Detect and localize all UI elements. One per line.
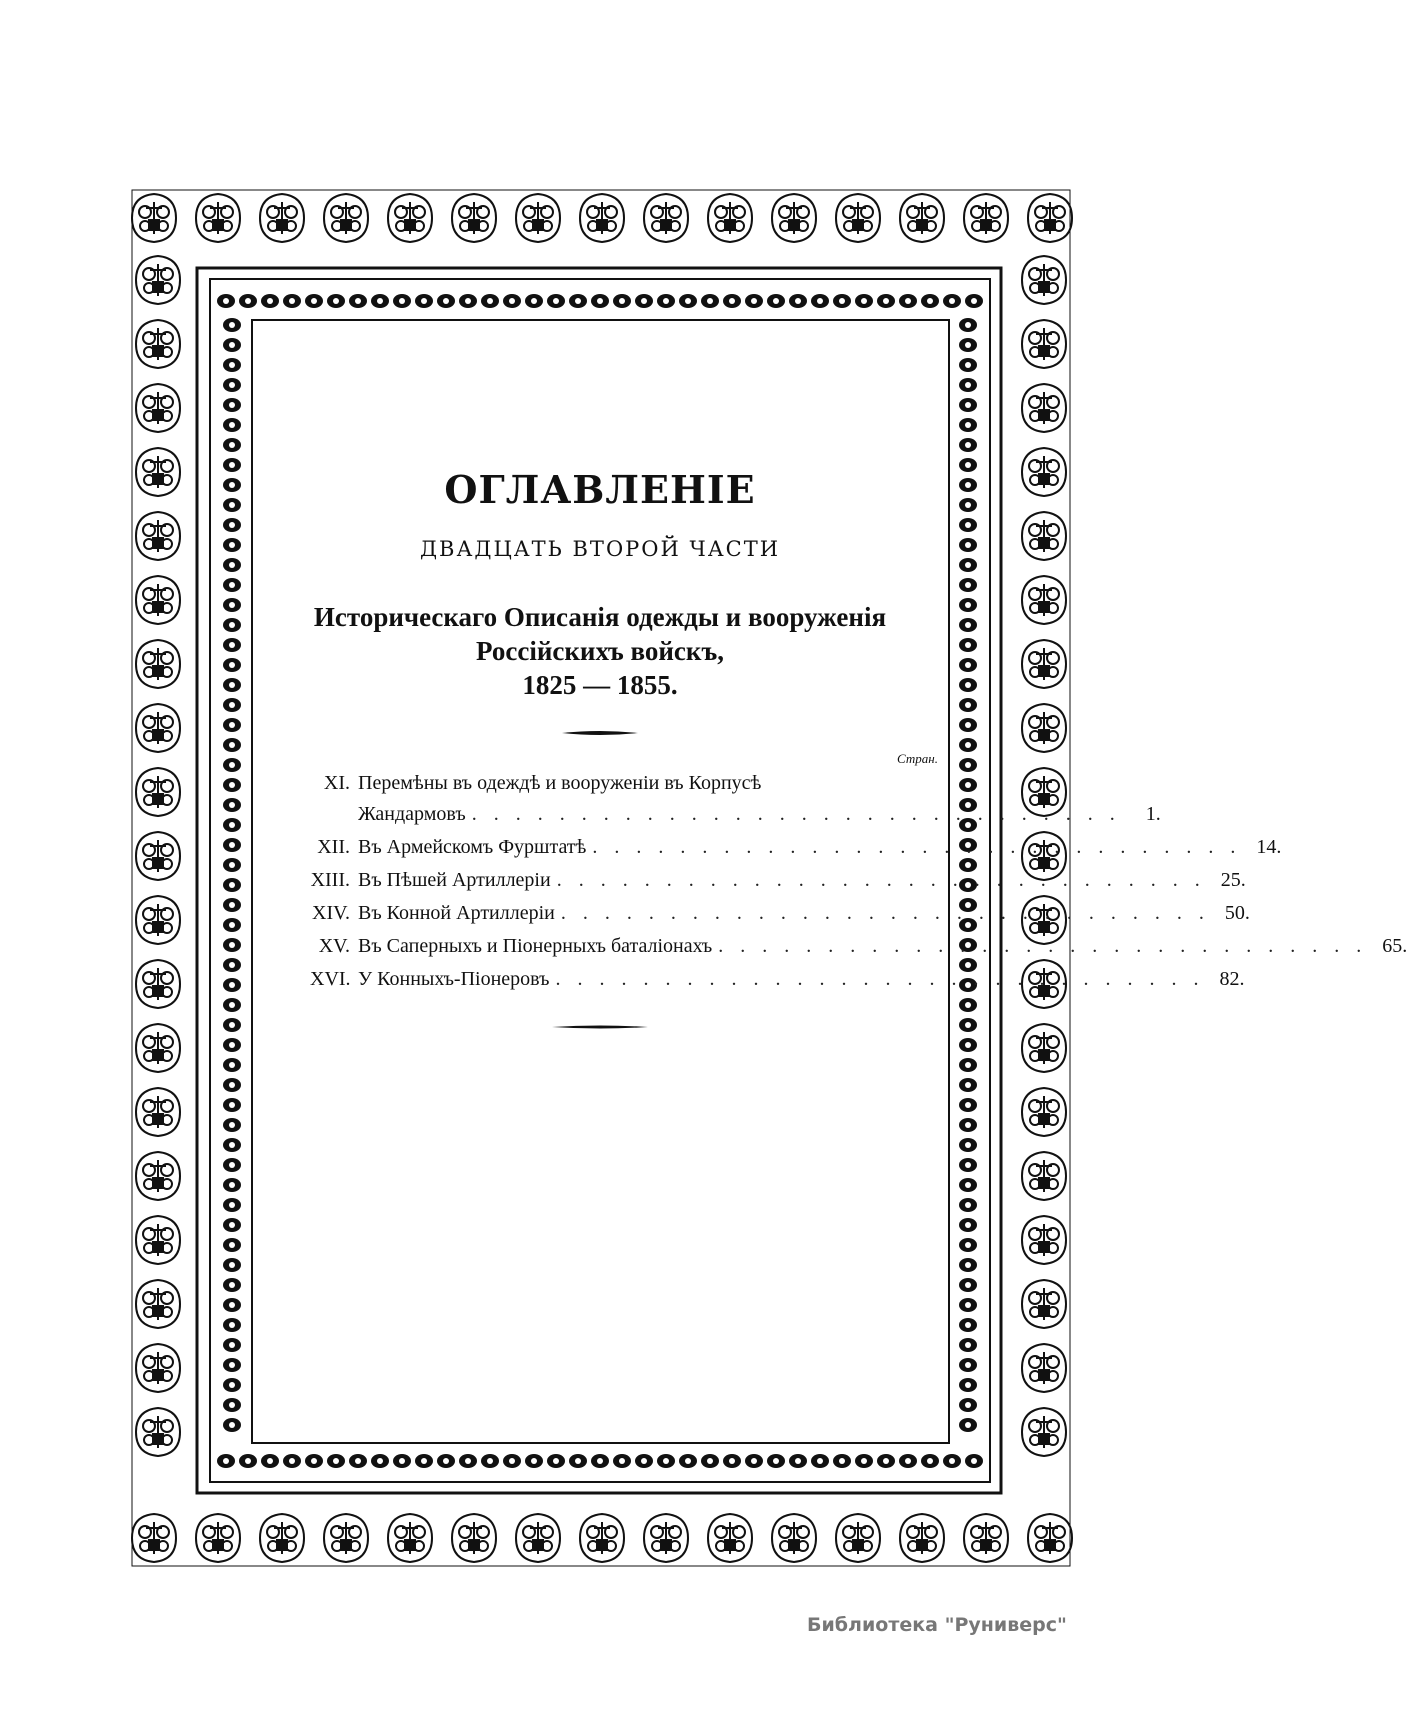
lattice-motif	[136, 1408, 180, 1456]
library-watermark: Библиотека "Руниверс"	[807, 1614, 1067, 1636]
toc-entry[interactable]	[310, 897, 1250, 930]
lattice-motif	[1028, 194, 1072, 242]
lattice-motif	[136, 1344, 180, 1392]
lattice-motif	[1022, 1024, 1066, 1072]
lattice-motif	[452, 194, 496, 242]
lattice-motif	[1022, 1088, 1066, 1136]
lattice-motif	[1022, 1216, 1066, 1264]
lattice-motif	[1022, 320, 1066, 368]
entry-title: Въ Армейскомъ Фурштатѣ	[358, 836, 587, 858]
entry-page: 65.	[1382, 935, 1407, 957]
lattice-motif	[136, 448, 180, 496]
dot-leader: . . . . . . . . . . . . . . . . . . . . . . . . . . . . . .	[555, 968, 1205, 990]
lattice-motif	[836, 194, 880, 242]
heading-line-1: Историческаго Описанія одежды и вооруженія	[313, 602, 887, 632]
lattice-motif	[324, 194, 368, 242]
toc-entry[interactable]	[310, 963, 1245, 996]
lattice-motif	[136, 1024, 180, 1072]
lattice-motif	[900, 194, 944, 242]
lattice-motif	[516, 1514, 560, 1562]
lattice-motif	[708, 194, 752, 242]
lattice-motif	[132, 194, 176, 242]
entry-title: Перемѣны въ одеждѣ и вооруженіи въ Корпусѣ	[358, 772, 762, 794]
toc-entry[interactable]	[310, 769, 894, 798]
entry-title: Въ Конной Артиллеріи	[358, 902, 555, 924]
lattice-motif	[1022, 1152, 1066, 1200]
lattice-motif	[136, 768, 180, 816]
lattice-motif	[136, 640, 180, 688]
entry-number: XIII.	[310, 869, 350, 891]
lattice-motif	[516, 194, 560, 242]
lattice-motif	[136, 512, 180, 560]
pages-column-label: Стран.	[897, 751, 938, 766]
toc-entry[interactable]	[310, 864, 1246, 897]
lattice-motif	[136, 704, 180, 752]
entry-number: XV.	[318, 935, 350, 957]
lattice-motif	[136, 576, 180, 624]
entry-number: XI.	[323, 772, 350, 794]
page-title: ОГЛАВЛЕНІЕ	[444, 467, 756, 512]
lattice-motif	[136, 1280, 180, 1328]
lattice-motif	[708, 1514, 752, 1562]
entry-page: 82.	[1219, 968, 1245, 990]
lattice-motif	[136, 320, 180, 368]
lattice-motif	[136, 832, 180, 880]
lattice-motif	[452, 1514, 496, 1562]
lattice-motif	[1028, 1514, 1072, 1562]
lattice-motif	[324, 1514, 368, 1562]
dot-leader: . . . . . . . . . . . . . . . . . . . . . . . . . . . . . .	[471, 803, 1121, 825]
lattice-motif	[1022, 1408, 1066, 1456]
dot-leader: . . . . . . . . . . . . . . . . . . . . . . . . . . . . . .	[560, 902, 1210, 924]
lattice-motif	[1022, 704, 1066, 752]
toc-entry[interactable]	[310, 831, 1282, 864]
work-heading	[262, 600, 938, 702]
lattice-motif	[964, 194, 1008, 242]
entry-page: 1.	[1145, 803, 1161, 825]
lattice-motif	[136, 1152, 180, 1200]
lattice-motif	[136, 1088, 180, 1136]
entry-page: 25.	[1220, 869, 1246, 891]
lattice-motif	[772, 1514, 816, 1562]
lattice-motif	[196, 1514, 240, 1562]
lattice-motif	[388, 194, 432, 242]
lattice-motif	[1022, 640, 1066, 688]
lattice-motif	[1022, 512, 1066, 560]
lattice-motif	[580, 194, 624, 242]
entry-number: XII.	[317, 836, 350, 858]
lattice-motif	[900, 1514, 944, 1562]
lattice-motif	[1022, 256, 1066, 304]
lattice-motif	[1022, 1344, 1066, 1392]
lattice-motif	[260, 1514, 304, 1562]
contents-page	[262, 325, 1407, 1025]
entry-number: XVI.	[310, 968, 351, 990]
lattice-motif	[644, 1514, 688, 1562]
lattice-motif	[260, 194, 304, 242]
heading-line-2: Россійскихъ войскъ,	[476, 636, 724, 666]
lattice-motif	[136, 1216, 180, 1264]
lattice-motif	[644, 194, 688, 242]
lattice-motif	[136, 256, 180, 304]
lattice-motif	[772, 194, 816, 242]
entry-page: 14.	[1256, 836, 1282, 858]
page-subtitle: ДВАДЦАТЬ ВТОРОЙ ЧАСТИ	[419, 537, 781, 561]
decorative-rule	[552, 1024, 648, 1030]
toc-entry[interactable]	[310, 930, 1407, 963]
decorative-rule	[562, 730, 638, 736]
lattice-motif	[196, 194, 240, 242]
lattice-motif	[388, 1514, 432, 1562]
entry-title: У Конныхъ-Піонеровъ	[358, 968, 550, 990]
dot-leader: . . . . . . . . . . . . . . . . . . . . . . . . . . . . . .	[556, 869, 1206, 891]
toc-entry-continuation[interactable]	[310, 798, 1161, 831]
lattice-motif	[964, 1514, 1008, 1562]
entry-page: 50.	[1224, 902, 1250, 924]
dot-leader: . . . . . . . . . . . . . . . . . . . . . . . . . . . . . .	[592, 836, 1242, 858]
lattice-motif	[1022, 576, 1066, 624]
lattice-motif	[580, 1514, 624, 1562]
table-of-contents	[310, 769, 1407, 996]
lattice-motif	[132, 1514, 176, 1562]
dot-leader: . . . . . . . . . . . . . . . . . . . . . . . . . . . . . .	[718, 935, 1368, 957]
entry-number: XIV.	[312, 902, 350, 924]
lattice-motif	[1022, 1280, 1066, 1328]
lattice-motif	[136, 384, 180, 432]
entry-title: Въ Пѣшей Артиллеріи	[358, 869, 551, 891]
entry-title-continued: Жандармовъ	[358, 803, 466, 825]
lattice-motif	[1022, 448, 1066, 496]
lattice-motif	[836, 1514, 880, 1562]
lattice-motif	[136, 960, 180, 1008]
entry-title: Въ Саперныхъ и Піонерныхъ баталіонахъ	[358, 935, 713, 957]
heading-line-3: 1825 — 1855.	[522, 670, 678, 700]
lattice-motif	[1022, 384, 1066, 432]
lattice-motif	[136, 896, 180, 944]
